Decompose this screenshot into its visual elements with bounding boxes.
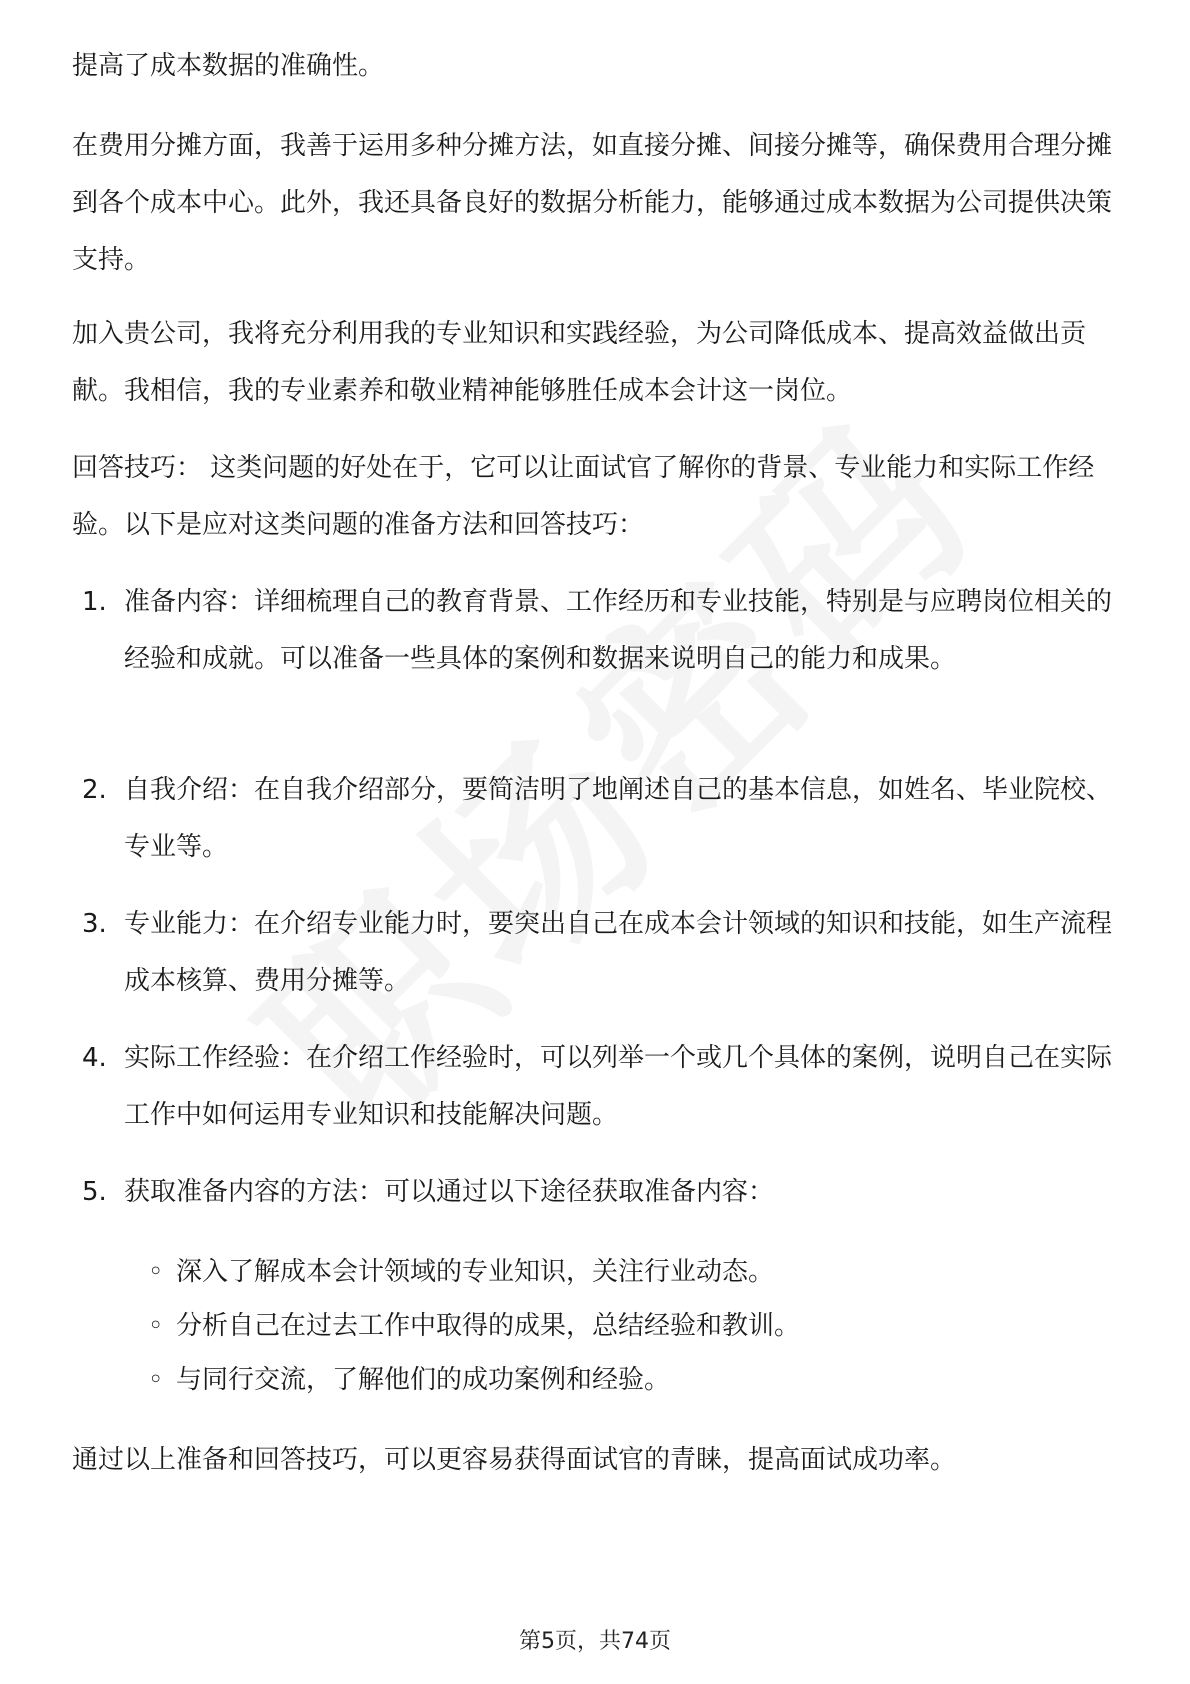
list-number: 3.: [82, 909, 107, 939]
list-text: 准备内容：详细梳理自己的教育背景、工作经历和专业技能，特别是与应聘岗位相关的经验和成就。可以准备一些具体的案例和数据来说明自己的能力和成果。: [124, 587, 1113, 674]
paragraph-2: 在费用分摊方面，我善于运用多种分摊方法，如直接分摊、间接分摊等，确保费用合理分摊到各个成本中心。此外，我还具备良好的数据分析能力，能够通过成本数据为公司提供决策支持。: [72, 131, 1113, 275]
paragraph-1: 提高了成本数据的准确性。: [72, 51, 385, 81]
list-text: 获取准备内容的方法：可以通过以下途径获取准备内容：: [124, 1177, 775, 1207]
list-number: 2.: [82, 775, 107, 805]
circle-bullet-icon: ◦: [148, 1257, 164, 1287]
sub-list-item-3: [148, 1352, 1108, 1409]
sub-list-item-1: [148, 1244, 1108, 1301]
sub-list-text: 分析自己在过去工作中取得的成果，总结经验和教训。: [176, 1311, 801, 1341]
closing-paragraph: 通过以上准备和回答技巧，可以更容易获得面试官的青睐，提高面试成功率。: [72, 1445, 957, 1475]
list-item-5: [82, 1164, 1122, 1221]
list-item-4: [82, 1030, 1122, 1144]
list-text: 自我介绍：在自我介绍部分，要简洁明了地阐述自己的基本信息，如姓名、毕业院校、专业等。: [124, 775, 1113, 862]
list-text: 实际工作经验：在介绍工作经验时，可以列举一个或几个具体的案例，说明自己在实际工作中如何运用专业知识和技能解决问题。: [124, 1043, 1113, 1130]
sub-list-text: 深入了解成本会计领域的专业知识，关注行业动态。: [176, 1257, 775, 1287]
list-number: 5.: [82, 1177, 107, 1207]
paragraph-4: 回答技巧： 这类问题的好处在于，它可以让面试官了解你的背景、专业能力和实际工作经验。以下是应对这类问题的准备方法和回答技巧：: [72, 453, 1095, 540]
circle-bullet-icon: ◦: [148, 1311, 164, 1341]
page-number-footer: 第5页，共74页: [519, 1629, 671, 1654]
list-item-1: [82, 574, 1122, 688]
paragraph-3: 加入贵公司，我将充分利用我的专业知识和实践经验，为公司降低成本、提高效益做出贡献。我相信，我的专业素养和敬业精神能够胜任成本会计这一岗位。: [72, 319, 1087, 406]
sub-list-item-2: [148, 1298, 1108, 1355]
circle-bullet-icon: ◦: [148, 1365, 164, 1395]
list-text: 专业能力：在介绍专业能力时，要突出自己在成本会计领域的知识和技能，如生产流程成本核算、费用分摊等。: [124, 909, 1113, 996]
list-number: 1.: [82, 587, 107, 617]
list-number: 4.: [82, 1043, 107, 1073]
list-item-2: [82, 762, 1122, 876]
sub-list-text: 与同行交流，了解他们的成功案例和经验。: [176, 1365, 671, 1395]
list-item-3: [82, 896, 1122, 1010]
